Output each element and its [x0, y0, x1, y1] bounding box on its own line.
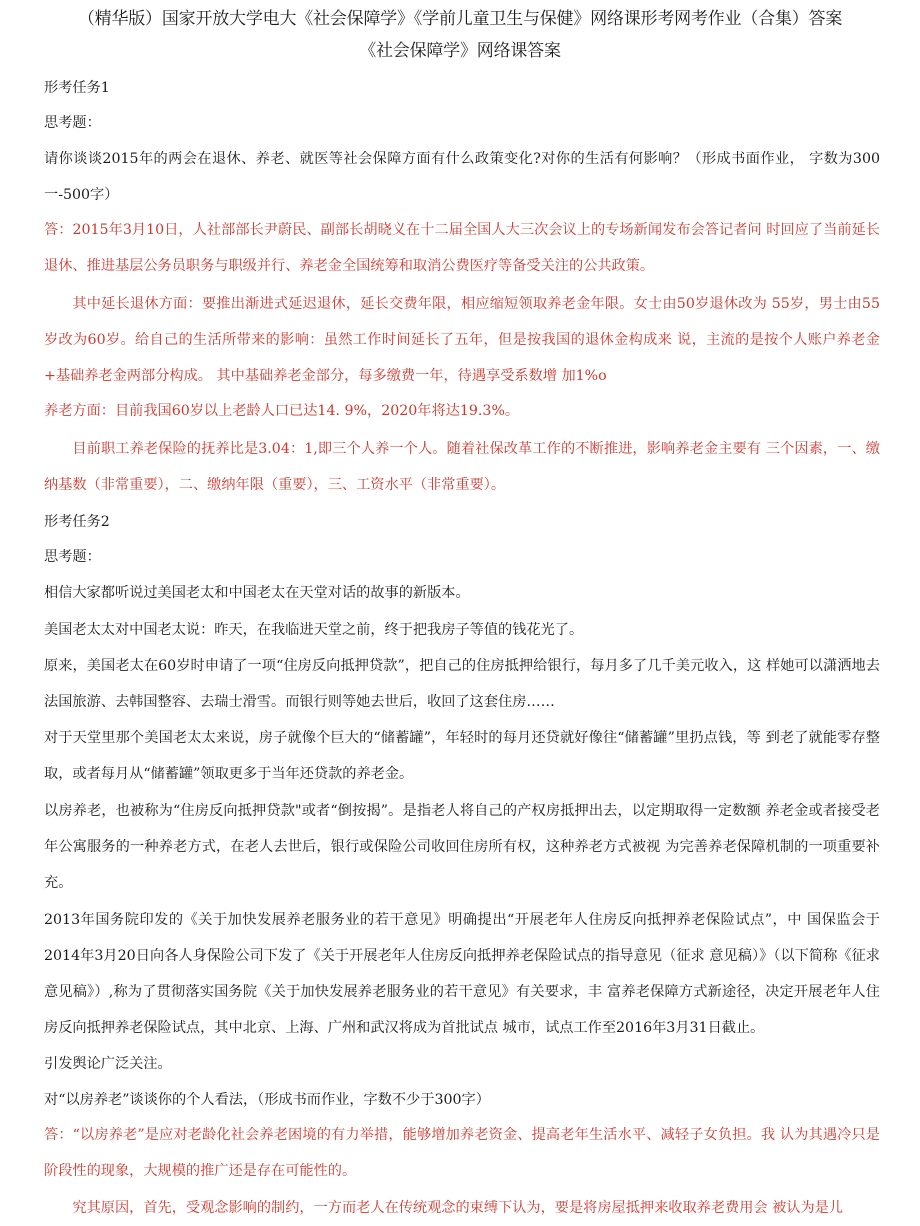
answer-paragraph: 目前职工养老保险的抚养比是3.04：1,即三个人养一个人。随着社保改革工作的不断推进，影响养老金主要有 三个因素，一、缴纳基数（非常重要），二、缴纳年限（重要），三、工资水平（非常重要）。 — [44, 441, 880, 493]
body-paragraph: 以房养老，也被称为“住房反向抵押贷款"或者“倒按揭”。是指老人将自己的产权房抵押出去，以定期取得一定数额 养老金或者接受老年公寓服务的一种养老方式，在老人去世后，银行或保险公司收回住房所有权，这种养老方式被视 为完善养老保障机制的一项重要补充。 — [44, 803, 880, 891]
body-paragraph: 对于天堂里那个美国老太太来说，房子就像个巨大的“储蓄罐”，年轻时的每月还贷就好像往“储蓄罐”里扔点钱，等 到老了就能零存整取，或者每月从“储蓄罐”领取更多于当年还贷款的养老金。 — [44, 730, 880, 782]
answer-paragraph: 答：2015年3月10日，人社部部长尹蔚民、副部长胡晓义在十二届全国人大三次会议上的专场新闻发布会答记者问 时回应了当前延长退休、推进基层公务员职务与职级并行、养老金全国统筹和取消公费医疗等备受关注的公共政策。 — [44, 222, 880, 274]
section-heading-task1: 形考任务1 — [44, 80, 110, 96]
question-label: 思考题： — [44, 549, 101, 565]
body-paragraph: 引发舆论广泛关注。 — [44, 1056, 172, 1072]
document-subtitle: 《社会保障学》网络课答案 — [359, 41, 561, 61]
question-text: 对“以房养老”谈谈你的个人看法，（形成书而作业，字数不少于300字） — [44, 1092, 490, 1108]
question-label: 思考题： — [44, 115, 101, 131]
answer-paragraph: 其中延长退休方面：要推出渐进式延迟退休，延长交费年限，相应缩短领取养老金年限。女士由50岁退休改为 55岁，男士由55岁改为60岁。给自己的生活所带来的影响：虽然工作时间延长了五年，但是按我国的退休金构成来 说，主流的是按个人账户养老金+基础养老金两部分构成。 其中基础养老金部分，每多缴费一年，待遇享受系数增 加1%o — [44, 296, 880, 384]
document-title: （精华版）国家开放大学电大《社会保障学》《学前儿童卫生与保健》网络课形考网考作业（合集）答案 — [77, 9, 843, 29]
question-text: 请你谈谈2015年的两会在退休、养老、就医等社会保障方面有什么政策变化?对你的生活有何影响？（形成书面作业， 字数为300一-500字） — [44, 151, 880, 203]
answer-paragraph: 究其原因，首先，受观念影响的制约，一方而老人在传统观念的束缚下认为，要是将房屋抵押来收取养老费用会 被认为是儿 — [72, 1200, 844, 1216]
answer-paragraph: 答：“以房养老”是应对老龄化社会养老困境的有力举措，能够增加养老资金、提高老年生活水平、减轻子女负担。我 认为其遇冷只是阶段性的现象，大规模的推广还是存在可能性的。 — [44, 1127, 880, 1179]
body-paragraph: 2013年国务院印发的《关于加快发展养老服务业的若干意见》明确提出“开展老年人住房反向抵押养老保险试点”，中 国保监会于2014年3月20日向各人身保险公司下发了《关于开展老年人住房反向抵押养老保险试点的指导意见（征求 意见稿）》（以下简称《征求意见稿》）,称为了贯彻落实国务院《关于加快发展养老服务业的若干意见》有关要求，丰 富养老保障方式新途径，决定开展老年人住房反向抵押养老保险试点，其中北京、上海、广州和武汉将成为首批试点 城市，试点工作至2016年3月31日截止。 — [44, 912, 880, 1036]
body-paragraph: 相信大家都听说过美国老太和中国老太在天堂对话的故事的新版本。 — [44, 585, 470, 601]
body-paragraph: 原来，美国老太在60岁时申请了一项“住房反向抵押贷款”，把自己的住房抵押给银行，每月多了几千美元收入，这 样她可以潇洒地去法国旅游、去韩国整容、去瑞士滑雪。而银行则等她去世后，收回了这套住房…… — [44, 658, 880, 710]
answer-paragraph: 养老方面：目前我国60岁以上老龄人口已达14. 9%，2020年将达19.3%。 — [44, 403, 520, 419]
body-paragraph: 美国老太太对中国老太说：昨天，在我临进天堂之前，终于把我房子等值的钱花光了。 — [44, 622, 584, 638]
section-heading-task2: 形考任务2 — [44, 514, 110, 530]
